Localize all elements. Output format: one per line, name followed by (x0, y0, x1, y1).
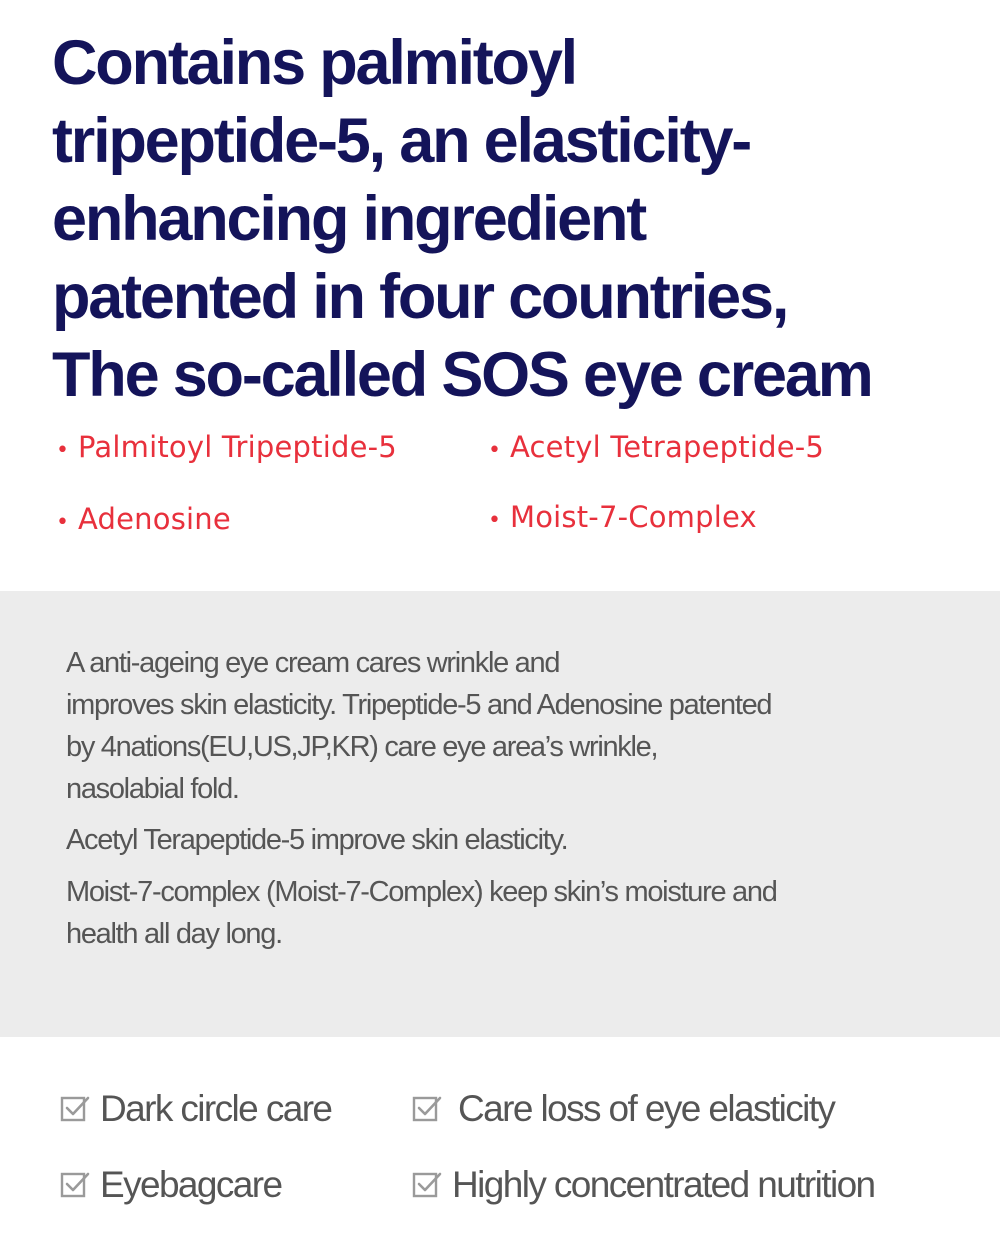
description-line: improves skin elasticity. Tripeptide-5 and Adenosine patented (66, 689, 772, 721)
description-line: Moist-7-complex (Moist-7-Complex) keep skin’s moisture and (66, 876, 777, 908)
feature-item (412, 1084, 834, 1134)
description-paragraph (66, 871, 926, 955)
headline-line: enhancing ingredient (52, 184, 646, 254)
ingredient-item (56, 501, 231, 541)
ingredient-label: Adenosine (78, 502, 231, 536)
ingredient-item (488, 429, 824, 469)
headline (52, 24, 982, 414)
feature-item (60, 1084, 331, 1134)
ingredient-item (56, 429, 397, 469)
headline-line: The so-called SOS eye cream (52, 340, 872, 410)
bullet-icon: • (488, 438, 502, 463)
ingredient-item (488, 499, 757, 539)
bullet-icon: • (488, 508, 502, 533)
checkbox-checked-icon (412, 1170, 442, 1200)
description-line: Acetyl Terapeptide-5 improve skin elasticity. (66, 824, 568, 856)
description-line: health all day long. (66, 918, 282, 950)
feature-label: Eyebagcare (100, 1164, 282, 1205)
checkbox-checked-icon (60, 1170, 90, 1200)
headline-line: Contains palmitoyl (52, 28, 576, 98)
ingredient-label: Palmitoyl Tripeptide-5 (78, 430, 397, 464)
feature-label: Highly concentrated nutrition (452, 1164, 875, 1205)
bullet-icon: • (56, 438, 70, 463)
feature-label: Dark circle care (100, 1088, 332, 1129)
ingredient-label: Acetyl Tetrapeptide-5 (510, 430, 825, 464)
bullet-icon: • (56, 510, 70, 535)
description-paragraph (66, 642, 926, 810)
checkbox-checked-icon (60, 1094, 90, 1124)
description-paragraph (66, 819, 926, 861)
feature-label: Care loss of eye elasticity (458, 1088, 835, 1129)
description-line: A anti-ageing eye cream cares wrinkle and (66, 647, 560, 679)
headline-line: patented in four countries, (52, 262, 788, 332)
checkbox-checked-icon (412, 1094, 442, 1124)
description-line: by 4nations(EU,US,JP,KR) care eye area’s wrinkle, (66, 731, 658, 763)
description-line: nasolabial fold. (66, 773, 239, 805)
feature-item (60, 1160, 281, 1210)
ingredient-label: Moist-7-Complex (510, 500, 757, 534)
headline-line: tripeptide-5, an elasticity- (52, 106, 751, 176)
feature-item (412, 1160, 875, 1210)
